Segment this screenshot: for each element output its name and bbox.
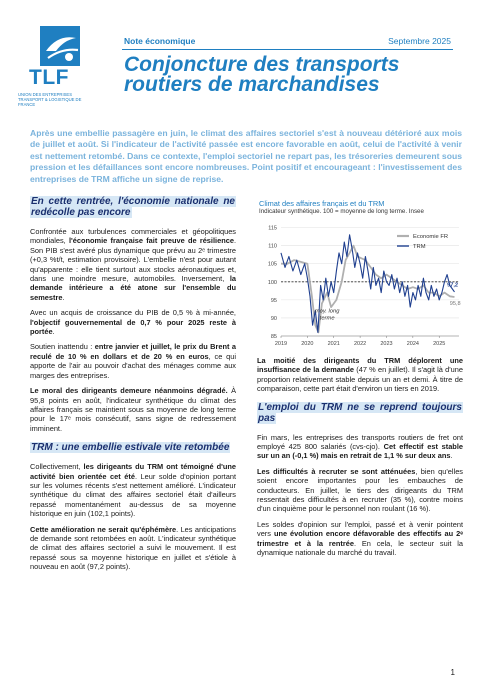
section-heading-economie: En cette rentrée, l'économie nationale ne redécolle pas encore bbox=[31, 196, 235, 218]
x-tick-label: 2022 bbox=[353, 341, 367, 347]
paragraph: Confrontée aux turbulences commerciales et géopolitiques mondiales, l'économie française fait preuve de résilience. Son PIB s'est avéré plus dynamique que prévu au 2ᵉ trimestre (+0,3 %t/t, estimation provisoire). L'embellie n'est pour autant qu'apparente : elle tient surtout aux stocks aéronautiques et, dans une moindre mesure, automobiles. Inversement, la demande intérieure a été atone sur l'ensemble du semestre. bbox=[30, 227, 236, 302]
end-value-label: 97,2 bbox=[447, 282, 459, 289]
paragraph: Collectivement, les dirigeants du TRM ont témoigné d'une activité bien orientée cet été. Leur solde d'opinion portant sur les volumes récents s'est nettement amélioré. L'indicateur synthétique du climat des affaires sectoriel était d'ailleurs repassé momentanément au-dessus de sa moyenne historique en juin (102,1 points). bbox=[30, 462, 237, 519]
paragraph: Les soldes d'opinion sur l'emploi, passé et à venir pointent vers une évolution encore défavorable des effectifs au 2ᵉ trimestre et à la rentrée. En cela, le secteur suit la dynamique nationale du marché du travail. bbox=[257, 519, 464, 558]
header-divider bbox=[122, 49, 453, 50]
x-tick-label: 2020 bbox=[301, 341, 314, 347]
y-tick-label: 115 bbox=[268, 225, 277, 232]
left-column bbox=[30, 196, 236, 578]
paragraph: Le moral des dirigeants demeure néanmoins dégradé. À 95,8 points en août, l'indicateur synthétique du climat des affaires français se maintient sous sa moyenne de long terme pour le 17ᵉ mois consécutif, sans signe de redressement imminent. bbox=[30, 386, 237, 433]
y-tick-label: 100 bbox=[267, 279, 277, 286]
legend-label: TRM bbox=[413, 244, 426, 250]
chart-plot bbox=[259, 216, 465, 350]
y-tick-label: 95 bbox=[270, 297, 277, 304]
x-tick-label: 2019 bbox=[274, 341, 288, 347]
logo-subtitle: UNION DES ENTREPRISES TRANSPORT & LOGISTIQUE DE FRANCE bbox=[18, 92, 82, 108]
page-title: Conjoncture des transports routiers de marchandises bbox=[124, 53, 400, 96]
annotation-label: moy. long bbox=[314, 308, 340, 315]
document-type-label: Note économique bbox=[124, 36, 196, 46]
paragraph: Cette amélioration ne serait qu'éphémère. Les anticipations de demande sont retombées en août. L'indicateur synthétique de climat des affaires sectoriel a suivi le mouvement. Il est repassé sous sa moyenne historique en juillet et s'étiole à nouveau en août (97,2 points). bbox=[30, 524, 236, 572]
x-tick-label: 2021 bbox=[327, 341, 340, 347]
section-heading-emploi: L'emploi du TRM ne se reprend toujours pas bbox=[258, 401, 462, 424]
x-tick-label: 2024 bbox=[406, 341, 419, 347]
x-tick-label: 2025 bbox=[433, 341, 446, 347]
end-value-label: 95,8 bbox=[449, 300, 461, 307]
right-column bbox=[257, 356, 463, 564]
page-number: 1 bbox=[450, 668, 455, 677]
section-heading-trm: TRM : une embellie estivale vite retombée bbox=[31, 442, 230, 454]
business-climate-chart bbox=[259, 199, 465, 351]
chart-subtitle: Indicateur synthétique. 100 = moyenne de long terme. Insee bbox=[259, 208, 424, 215]
intro-summary: Après une embellie passagère en juin, le climat des affaires sectoriel s'est à nouveau détérioré aux mois de juillet et août. Si l'indicateur de l'activité passée est encore favorable en août, celui de l'activité à venir est nettement retombé. Dans ce contexte, l'emploi sectoriel ne repart pas, les trésoreries demeurent sous pression et les défaillances sont encore nombreuses. Point positif et encourageant : l'investissement des entreprises de TRM affiche un signe de reprise. bbox=[30, 128, 462, 184]
series-line-economie-fr bbox=[281, 246, 455, 333]
x-tick-label: 2023 bbox=[380, 341, 393, 347]
y-tick-label: 105 bbox=[267, 261, 277, 268]
paragraph: Les difficultés à recruter se sont atténuées, bien qu'elles soient encore importantes pour les embauches de conducteurs. En juillet, le tiers des dirigeants du TRM ressentait des difficultés à en recruter (35 %), contre moins d'un cinquième pour le personnel non roulant (16 %). bbox=[257, 466, 463, 514]
paragraph: Soutien inattendu : entre janvier et juillet, le prix du Brent a reculé de 10 % en dollars et de 20 % en euros, ce qui apporte de l'air au pouvoir d'achat des ménages comme aux marges des entreprises. bbox=[30, 342, 236, 380]
paragraph: Fin mars, les entreprises des transports routiers de fret ont employé 425 800 salariés (cvs-cjo). Cet effectif est stable sur un an (-0,1 %) mais en retrait de 1,1 % sur deux ans. bbox=[257, 432, 463, 461]
y-tick-label: 110 bbox=[268, 243, 277, 250]
document-date: Septembre 2025 bbox=[388, 36, 451, 46]
annotation-label: terme bbox=[319, 315, 335, 322]
logo-name: TLF bbox=[29, 66, 69, 89]
paragraph: La moitié des dirigeants du TRM déplorent une insuffisance de la demande (47 % en juillet). Il s'agit là d'une proportion relativement stable depuis un an et demi. À titre de comparaison, cette part était d'environ un tiers en 2019. bbox=[257, 356, 463, 394]
y-tick-label: 85 bbox=[270, 334, 277, 340]
chart-title: Climat des affaires français et du TRM bbox=[259, 199, 385, 208]
y-tick-label: 90 bbox=[270, 315, 277, 322]
tlf-emblem-icon bbox=[38, 24, 84, 70]
paragraph: Avec un acquis de croissance du PIB de 0,5 % à mi-année, l'objectif gouvernemental de 0,7 % pour 2025 reste à portée. bbox=[30, 308, 236, 337]
legend-label: Economie FR bbox=[413, 234, 449, 240]
